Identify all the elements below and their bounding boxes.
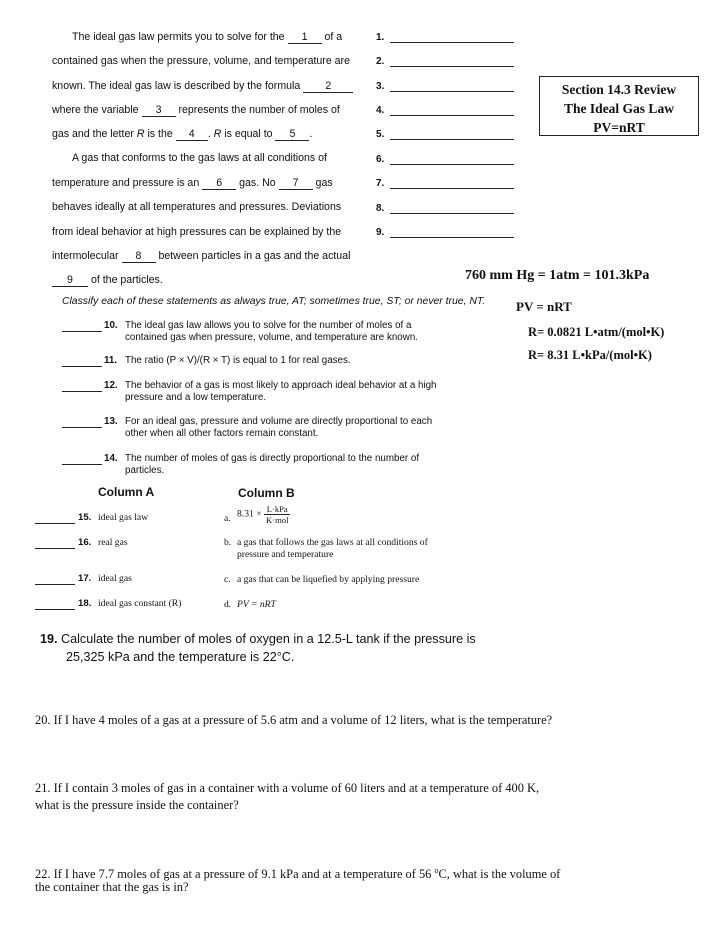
statement-line: particles.: [125, 465, 165, 476]
classify-instruction: Classify each of these statements as always true, AT; sometimes true, ST; or never true, NT.: [62, 296, 486, 307]
answer-number: 7.: [376, 178, 385, 189]
statement-number: 12.: [104, 380, 118, 391]
statement-answer-line-12[interactable]: [62, 391, 102, 392]
match-term: ideal gas: [98, 573, 132, 584]
paragraph-line: A gas that conforms to the gas laws at all conditions of: [72, 152, 327, 164]
answer-number: 9.: [376, 227, 385, 238]
section-title-box: [539, 76, 699, 136]
answer-line-8[interactable]: [390, 213, 514, 214]
statement-line: The ratio (P × V)/(R × T) is equal to 1 for real gases.: [125, 355, 351, 366]
pressure-conversion: 760 mm Hg = 1atm = 101.3kPa: [465, 268, 650, 283]
question-19: [40, 630, 476, 666]
paragraph-line: [52, 80, 353, 93]
paragraph-line: [52, 177, 333, 190]
paragraph-text: gas and the letter: [52, 128, 134, 140]
paragraph-text: is equal to: [224, 128, 273, 140]
question-21-line-2: what is the pressure inside the container?: [35, 798, 239, 812]
question-line: 25,325 kPa and the temperature is 22°C.: [66, 650, 295, 664]
paragraph-text: .: [309, 128, 313, 140]
match-answer-line-15[interactable]: [35, 523, 75, 524]
section-formula: PV=nRT: [593, 120, 645, 135]
paragraph-line: [52, 250, 350, 263]
statement-answer-line-10[interactable]: [62, 331, 102, 332]
statement-line: The ideal gas law allows you to solve for the number of moles of a: [125, 320, 412, 331]
statement-text: [125, 355, 351, 367]
degree-symbol: o: [434, 866, 439, 875]
answer-line-1[interactable]: [390, 42, 514, 43]
blank-9[interactable]: 9: [52, 275, 88, 287]
blank-6[interactable]: 6: [202, 178, 236, 190]
statement-line: The number of moles of gas is directly proportional to the number of: [125, 453, 420, 464]
paragraph-text: gas. No: [239, 177, 276, 189]
blank-1[interactable]: 1: [288, 32, 322, 44]
paragraph-text: where the variable: [52, 104, 139, 116]
paragraph-text: is the: [147, 128, 173, 140]
match-number: 16.: [78, 537, 92, 548]
statement-line: other when all other factors remain constant.: [125, 428, 319, 439]
paragraph-text: gas: [315, 177, 333, 189]
paragraph-text: known. The ideal gas law is described by the formula: [52, 80, 301, 92]
statement-number: 11.: [104, 355, 118, 366]
statement-answer-line-14[interactable]: [62, 464, 102, 465]
paragraph-text: temperature and pressure is an: [52, 177, 200, 189]
section-title: Section 14.3 Review: [561, 82, 677, 97]
blank-3[interactable]: 3: [142, 105, 176, 117]
paragraph-text: represents the number of moles of: [178, 104, 340, 116]
statement-answer-line-13[interactable]: [62, 427, 102, 428]
paragraph-line: contained gas when the pressure, volume, and temperature are: [52, 55, 350, 67]
question-21-line-1: 21. If I contain 3 moles of gas in a container with a volume of 60 liters and at a temperature of 400 K,: [35, 781, 540, 795]
paragraph-text: .: [207, 128, 211, 140]
definition-line: pressure and temperature: [237, 549, 334, 560]
question-line: [40, 630, 476, 648]
variable-r: R: [213, 128, 222, 140]
match-term: ideal gas law: [98, 512, 149, 523]
blank-4[interactable]: 4: [176, 129, 208, 141]
fraction-denominator: K·mol: [266, 515, 289, 525]
match-letter: b.: [224, 537, 232, 548]
question-text: C, what is the volume of: [438, 867, 561, 882]
match-answer-line-16[interactable]: [35, 548, 75, 549]
answer-line-7[interactable]: [390, 188, 514, 189]
question-text: Calculate the number of moles of oxygen in a 12.5-L tank if the pressure is: [61, 632, 476, 646]
match-definition: [237, 504, 290, 525]
question-22-line-2: the container that the gas is in?: [35, 880, 189, 894]
gas-constant-kpa: R= 8.31 L•kPa/(mol•K): [528, 348, 652, 362]
blank-5[interactable]: 5: [275, 129, 309, 141]
match-definition: PV = nRT: [237, 599, 276, 610]
paragraph-text: The ideal gas law permits you to solve for the: [72, 31, 285, 43]
question-number: 19.: [40, 632, 58, 646]
paragraph-text: of a: [324, 31, 343, 43]
answer-number: 3.: [376, 81, 385, 92]
blank-7[interactable]: 7: [279, 178, 313, 190]
answer-number: 5.: [376, 129, 385, 140]
match-number: 18.: [78, 598, 92, 609]
question-20: 20. If I have 4 moles of a gas at a pressure of 5.6 atm and a volume of 12 liters, what is the temperature?: [35, 713, 553, 727]
variable-r: R: [136, 128, 145, 140]
paragraph-line: behaves ideally at all temperatures and pressures. Deviations: [52, 201, 342, 213]
match-letter: d.: [224, 599, 232, 610]
paragraph-line: [52, 104, 340, 117]
statement-line: The behavior of a gas is most likely to approach ideal behavior at a high: [125, 380, 437, 391]
match-term: real gas: [98, 537, 128, 548]
match-letter: a.: [224, 513, 231, 524]
answer-number: 6.: [376, 154, 385, 165]
blank-8[interactable]: 8: [122, 251, 156, 263]
match-definition: a gas that can be liquefied by applying pressure: [237, 574, 420, 585]
paragraph-line: from ideal behavior at high pressures can be explained by the: [52, 226, 342, 238]
match-answer-line-18[interactable]: [35, 609, 75, 610]
answer-line-2[interactable]: [390, 66, 514, 67]
answer-number: 1.: [376, 32, 385, 43]
constant-value: 8.31 ×: [237, 508, 262, 520]
statement-line: For an ideal gas, pressure and volume are directly proportional to each: [125, 416, 433, 427]
paragraph-line: [52, 128, 312, 141]
statement-line: pressure and a low temperature.: [125, 392, 267, 403]
answer-line-4[interactable]: [390, 115, 514, 116]
statement-line: contained gas when pressure, volume, and temperature are known.: [125, 332, 418, 343]
answer-line-3[interactable]: [390, 91, 514, 92]
answer-number: 8.: [376, 203, 385, 214]
paragraph-text: of the particles.: [90, 274, 163, 286]
statement-text: [125, 453, 419, 477]
answer-line-6[interactable]: [390, 164, 514, 165]
paragraph-text: intermolecular: [52, 250, 119, 262]
ideal-gas-equation: PV = nRT: [516, 299, 572, 314]
statement-answer-line-11[interactable]: [62, 366, 102, 367]
answer-line-5[interactable]: [390, 139, 514, 140]
gas-constant-atm: R= 0.0821 L•atm/(mol•K): [528, 325, 665, 339]
answer-number: 4.: [376, 105, 385, 116]
match-number: 17.: [78, 573, 92, 584]
statement-text: [125, 380, 437, 404]
statement-text: [125, 320, 418, 344]
statement-number: 10.: [104, 320, 118, 331]
paragraph-text: between particles in a gas and the actual: [158, 250, 351, 262]
answer-number: 2.: [376, 56, 385, 67]
match-definition: [237, 537, 428, 561]
unit-fraction: [264, 504, 290, 525]
paragraph-line: [72, 31, 342, 44]
answer-line-9[interactable]: [390, 237, 514, 238]
question-text: 22. If I have 7.7 moles of gas at a pressure of 9.1 kPa and at a temperature of 56: [35, 867, 432, 882]
match-term: ideal gas constant (R): [98, 598, 182, 609]
column-b-heading: Column B: [238, 486, 295, 500]
column-a-heading: Column A: [98, 485, 155, 499]
match-letter: c.: [224, 574, 231, 585]
statement-number: 14.: [104, 453, 118, 464]
section-subtitle: The Ideal Gas Law: [564, 101, 674, 116]
statement-number: 13.: [104, 416, 118, 427]
match-answer-line-17[interactable]: [35, 584, 75, 585]
statement-text: [125, 416, 432, 440]
match-number: 15.: [78, 512, 92, 523]
fraction-numerator: L·kPa: [264, 504, 290, 515]
blank-2[interactable]: 2: [303, 81, 353, 93]
paragraph-line: [52, 274, 163, 287]
definition-line: a gas that follows the gas laws at all conditions of: [237, 537, 428, 548]
